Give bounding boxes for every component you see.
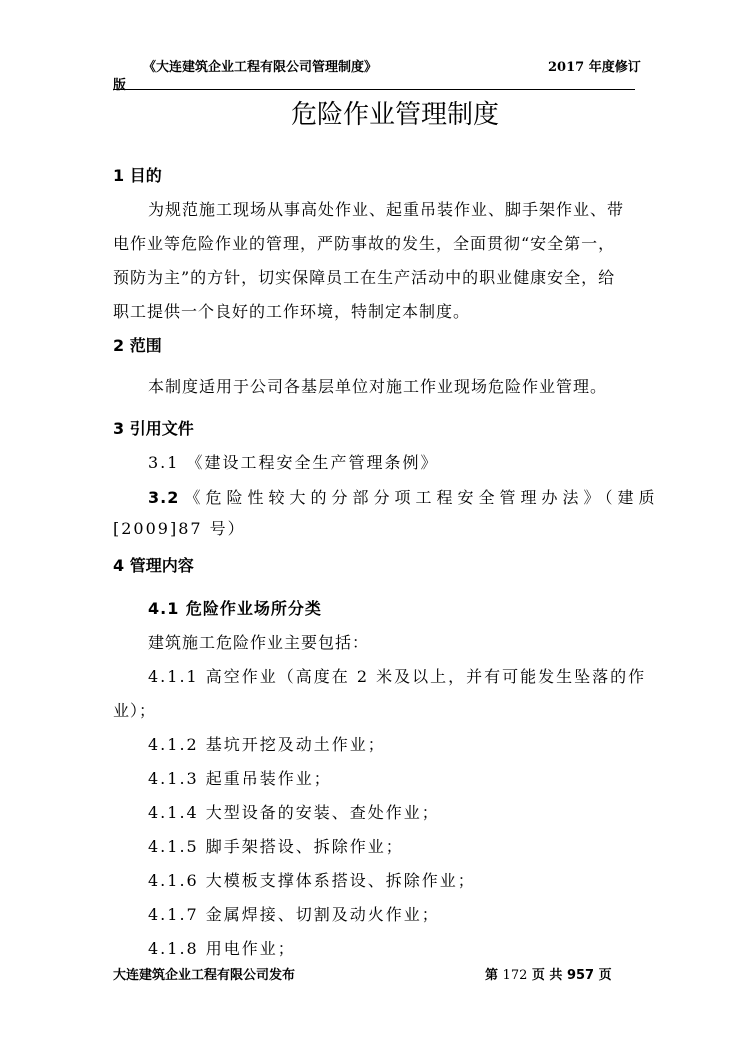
list-item: 4.1.2 基坑开挖及动土作业； [148,735,386,754]
reference-item: 3.1 《建设工程安全生产管理条例》 [148,453,439,472]
list-item: 4.1.6 大模板支撑体系搭设、拆除作业； [148,871,476,890]
list-item: 4.1.1 高空作业（高度在 2 米及以上，并有可能发生坠落的作 [148,667,647,686]
header-rule [113,89,635,90]
page-current: 172 [502,968,528,983]
paragraph-line: 电作业等危险作业的管理，严防事故的发生，全面贯彻“安全第一， [113,234,616,253]
reference-number: 3.2 [148,488,180,507]
list-item: 4.1.5 脚手架搭设、拆除作业； [148,837,404,856]
section-heading-management: 4 管理内容 [113,556,194,575]
page-total: 957 [566,968,595,983]
page-title: 危险作业管理制度 [291,100,500,130]
section-heading-references: 3 引用文件 [113,419,194,438]
reference-text: 《危险性较大的分部分项工程安全管理办法》（建质 [184,488,660,507]
header-revision: 2017 年度修订 [548,60,641,75]
page-mid: 页 共 [531,968,563,983]
subsection-heading: 4.1 危险作业场所分类 [148,599,322,618]
paragraph-line: 职工提供一个良好的工作环境，特制定本制度。 [113,302,471,321]
list-item-continuation: 业）； [113,701,157,720]
footer-page-number [485,964,612,983]
paragraph-line: 本制度适用于公司各基层单位对施工作业现场危险作业管理。 [148,377,608,396]
paragraph-line: 预防为主”的方针，切实保障员工在生产活动中的职业健康安全，给 [113,268,616,287]
page-suffix: 页 [598,968,612,983]
list-item: 4.1.7 金属焊接、切割及动火作业； [148,905,440,924]
paragraph-line: 建筑施工危险作业主要包括： [148,633,370,652]
header-revision-tail: 版 [113,78,127,93]
section-heading-purpose: 1 目的 [113,166,162,185]
page-prefix: 第 [485,968,499,983]
paragraph-line: 为规范施工现场从事高处作业、起重吊装作业、脚手架作业、带 [148,200,625,219]
list-item: 4.1.4 大型设备的安装、查处作业； [148,803,440,822]
list-item: 4.1.3 起重吊装作业； [148,769,332,788]
footer-publisher: 大连建筑企业工程有限公司发布 [113,968,296,983]
list-item: 4.1.8 用电作业； [148,939,296,958]
reference-item [148,485,659,508]
reference-continuation: [2009]87 号） [113,519,246,538]
header-doc-title: 《大连建筑企业工程有限公司管理制度》 [143,60,378,75]
section-heading-scope: 2 范围 [113,336,162,355]
